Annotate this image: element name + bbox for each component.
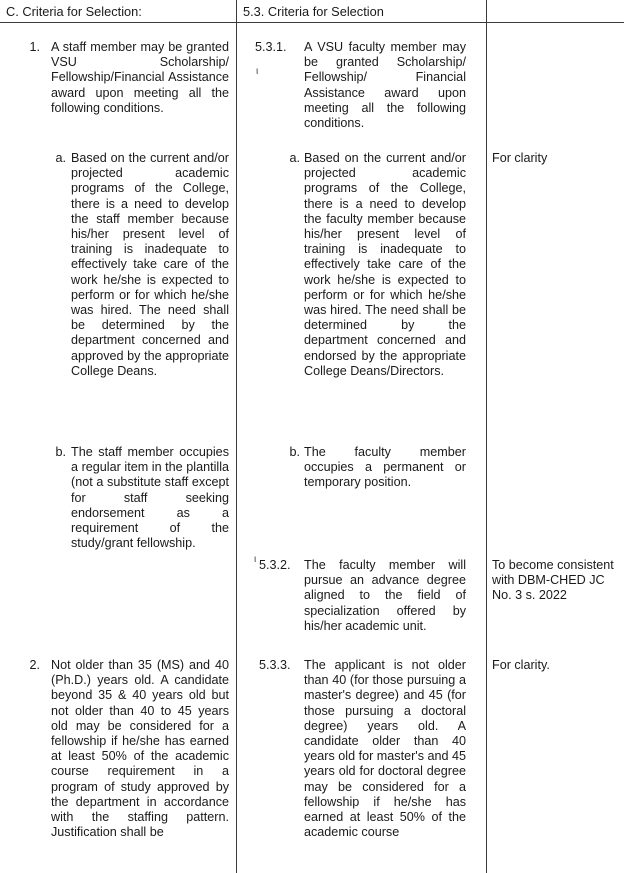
header-row-divider [0,22,624,23]
section-5-3-1-number: 5.3.1. [255,40,287,54]
remark-consistency: To become consistent with DBM-CHED JC No. 3 s. 2022 [492,558,614,603]
column-divider [486,0,487,873]
section-5-3-2-text: The faculty member will pursue an advance degree aligned to the field of specialization offered by his/her academic unit. [304,558,466,633]
item-a-text: Based on the current and/or projected academic programs of the College, there is a need to develop the staff member because his/her present level of training is inadequate to effectively take care of the work he/she is expected to perform or for which he/she was hired. The need shall be determined by the department concerned and approved by the appropriate College Deans. [71,151,229,378]
item-b-label: b. [55,445,66,459]
item-b-text: The staff member occupies a regular item in the plantilla (not a substitute staff except for staff seeking endorsement as a requirement of the study/grant fellowship. [71,445,229,551]
section-5-3-2-number: 5.3.2. [259,558,291,572]
section-5-3-1-text: A VSU faculty member may be granted Scholarship/ Fellowship/ Financial Assistance award upon meeting all the following conditions. [304,40,466,131]
item-1-text: A staff member may be granted VSU Scholarship/ Fellowship/Financial Assistance award upon meeting all the following conditions. [51,40,229,115]
item-1-number: 1. [29,40,40,54]
item-2-text: Not older than 35 (MS) and 40 (Ph.D.) years old. A candidate beyond 35 & 40 years old but not older than 40 to 45 years old may be considered for a fellowship if he/she has earned at least 50% of the academic course requirement in a program of study approved by the department in accordance with the staffing pattern. Justification shall be [51,658,229,840]
item-a-label: a. [55,151,66,165]
item-b-label: b. [289,445,300,459]
scan-mark: ι [256,66,259,77]
column-divider [236,0,237,873]
remark-clarity: For clarity [492,151,548,165]
scan-mark: ι [254,554,257,565]
item-a-label: a. [289,151,300,165]
item-a-text: Based on the current and/or projected academic programs of the College, there is a need to develop the faculty member because his/her present level of training is inadequate to effectively take care of the work he/she is expected to perform or for which he/she was hired. The need shall be determined by the department concerned and endorsed by the appropriate College Deans/Directors. [304,151,466,378]
section-5-3-3-text: The applicant is not older than 40 (for those pursuing a master's degree) and 45 (for those pursuing a doctoral degree) years old. A candidate older than 40 years old for master's and 45 years old for doctoral degree may be considered for a fellowship if he/she has earned at least 50% of the academic course [304,658,467,840]
section-5-3-3-number: 5.3.3. [259,658,291,672]
middle-column-heading: 5.3. Criteria for Selection [243,4,384,19]
item-2-number: 2. [29,658,40,672]
item-b-text: The faculty member occupies a permanent or temporary position. [304,445,466,490]
remark-clarity-2: For clarity. [492,658,550,672]
left-column-heading: C. Criteria for Selection: [6,4,142,19]
